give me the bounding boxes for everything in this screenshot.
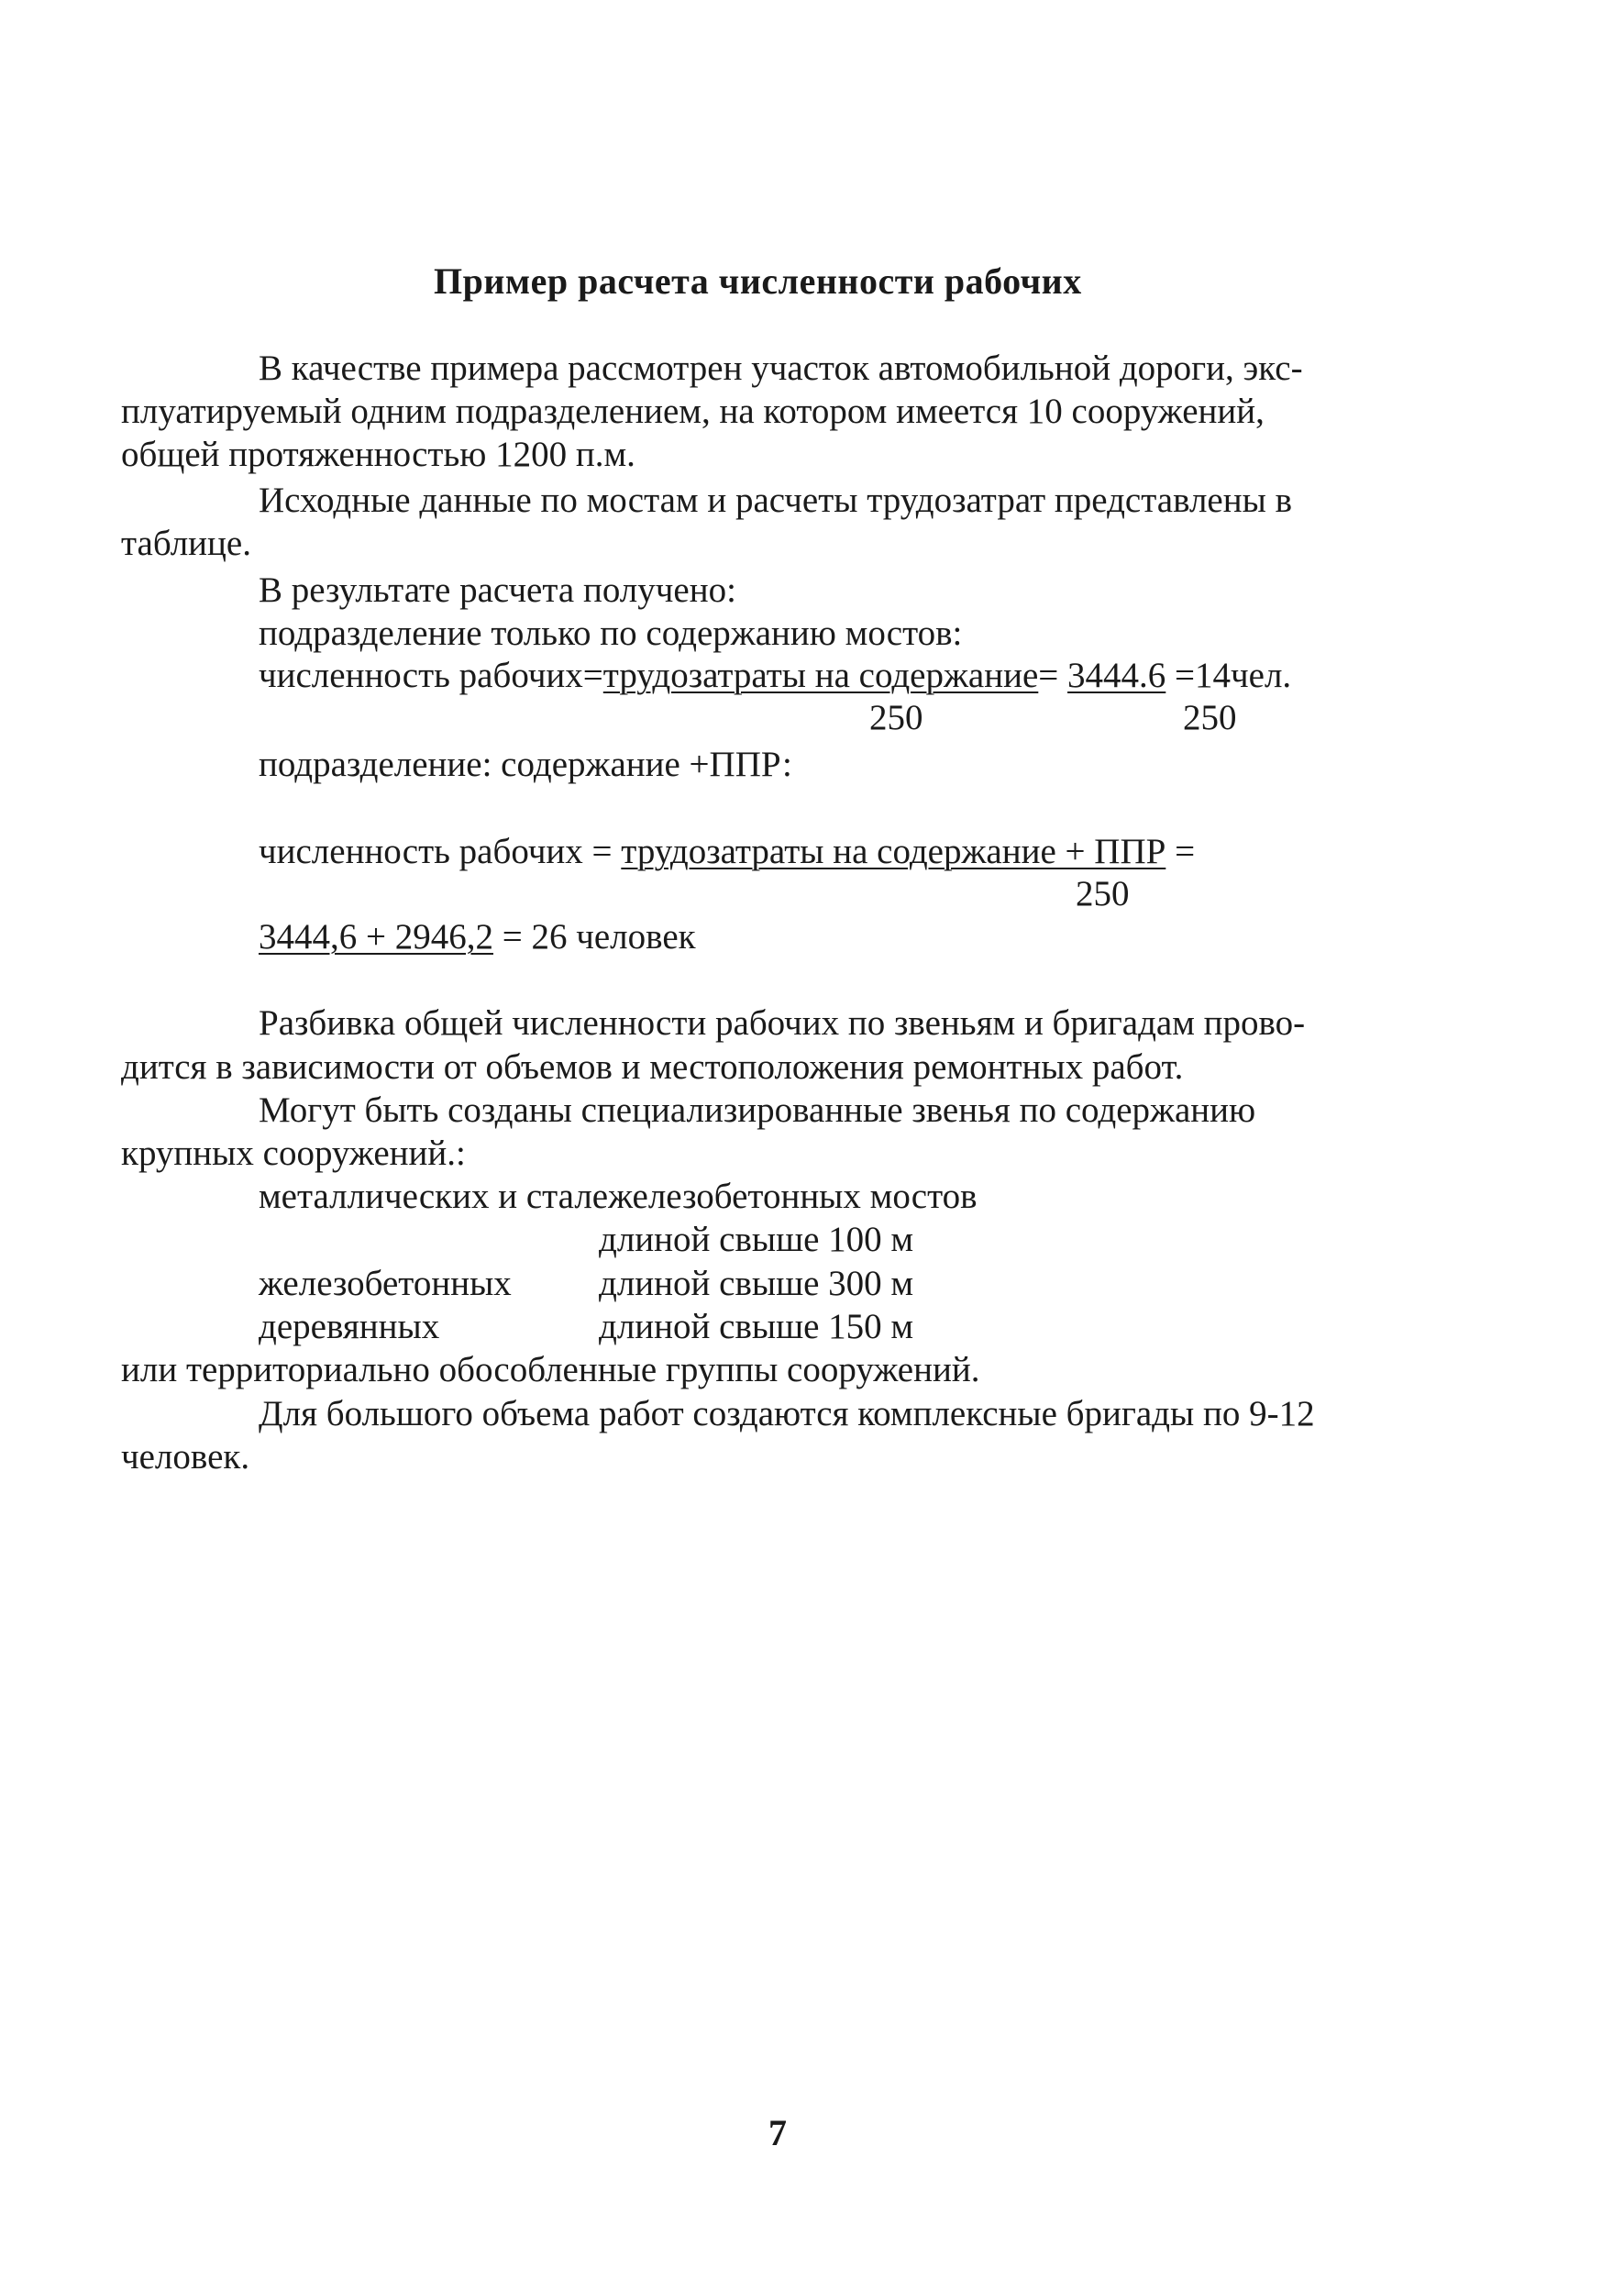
page-number: 7 bbox=[768, 2112, 787, 2153]
brigade-line-2: человек. bbox=[121, 1437, 250, 1477]
rc-bridges: железобетонных bbox=[259, 1264, 512, 1303]
metal-bridges-length: длиной свыше 100 м bbox=[599, 1220, 914, 1259]
result-line-1: В результате расчета получено: bbox=[259, 570, 736, 610]
formula-1 bbox=[259, 654, 1291, 698]
special-line-1: Могут быть созданы специализированные звенья по содержанию bbox=[259, 1090, 1256, 1130]
metal-bridges: металлических и сталежелезобетонных мостов bbox=[259, 1177, 978, 1216]
formula-2-result bbox=[259, 915, 696, 959]
formula-2-lhs: численность рабочих = bbox=[259, 832, 622, 871]
wood-bridges: деревянных bbox=[259, 1307, 440, 1346]
breakdown-line-1: Разбивка общей численности рабочих по звеньям и бригадам прово- bbox=[259, 1003, 1306, 1043]
rc-bridges-length: длиной свыше 300 м bbox=[599, 1264, 914, 1303]
formula-1-value: 3444.6 bbox=[1067, 656, 1166, 695]
source-line-2: таблице. bbox=[121, 524, 251, 563]
page-title: Пример расчета численности рабочих bbox=[434, 260, 1082, 302]
formula-1-answer: =14чел. bbox=[1175, 656, 1292, 695]
intro-line-1: В качестве примера рассмотрен участок автомобильной дороги, экс- bbox=[259, 348, 1303, 388]
formula-1-eq: = bbox=[1038, 656, 1059, 695]
brigade-line-1: Для большого объема работ создаются комплексные бригады по 9-12 bbox=[259, 1394, 1315, 1433]
formula-2-sum: 3444,6 + 2946,2 bbox=[259, 917, 493, 957]
formula-2-numerator: трудозатраты на содержание + ППР bbox=[621, 832, 1166, 871]
formula-2-denominator: 250 bbox=[1076, 874, 1130, 913]
formula-1-lhs: численность рабочих= bbox=[259, 656, 603, 695]
formula-2-eq: = bbox=[1166, 832, 1196, 871]
formula-1-numerator: трудозатраты на содержание bbox=[602, 656, 1039, 695]
formula-1-denominator-2: 250 bbox=[1183, 698, 1237, 737]
intro-line-3: общей протяженностью 1200 п.м. bbox=[121, 435, 635, 474]
formula-1-denominator-1: 250 bbox=[869, 698, 923, 737]
special-line-2: крупных сооружений.: bbox=[121, 1134, 466, 1173]
ppr-heading: подразделение: содержание +ППР: bbox=[259, 745, 792, 784]
wood-bridges-length: длиной свыше 150 м bbox=[599, 1307, 914, 1346]
formula-2 bbox=[259, 830, 1195, 874]
breakdown-line-2: дится в зависимости от объемов и местоположения ремонтных работ. bbox=[121, 1047, 1184, 1087]
intro-line-2: плуатируемый одним подразделением, на котором имеется 10 сооружений, bbox=[121, 392, 1265, 431]
result-line-2: подразделение только по содержанию мостов: bbox=[259, 614, 963, 653]
formula-2-answer: = 26 человек bbox=[493, 917, 696, 957]
source-line-1: Исходные данные по мостам и расчеты трудозатрат представлены в bbox=[259, 481, 1292, 520]
special-line-3: или территориально обособленные группы сооружений. bbox=[121, 1350, 980, 1389]
